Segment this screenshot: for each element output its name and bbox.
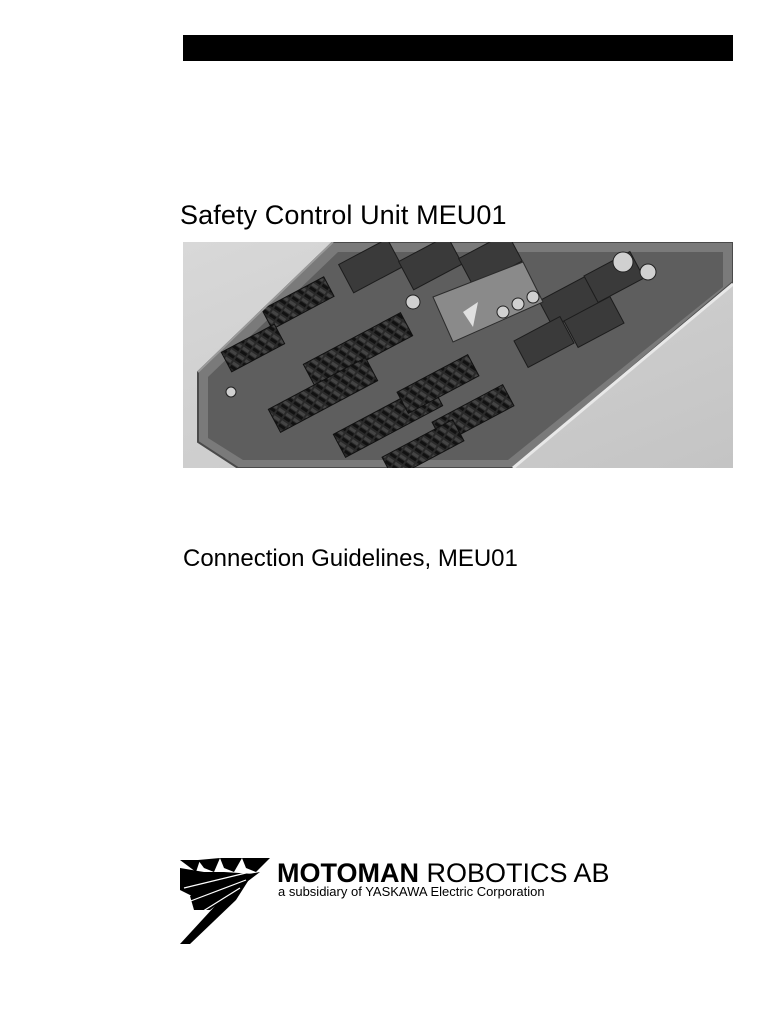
header-bar (183, 35, 733, 61)
company-tagline: a subsidiary of YASKAWA Electric Corporation (278, 884, 545, 899)
company-name-rest: ROBOTICS AB (426, 858, 610, 888)
yaskawa-swoosh-icon (180, 858, 272, 946)
circuit-board-image (183, 242, 733, 468)
document-title: Safety Control Unit MEU01 (180, 200, 507, 230)
product-photo (183, 242, 733, 468)
document-subtitle: Connection Guidelines, MEU01 (183, 545, 518, 572)
company-name-bold: MOTOMAN (277, 858, 419, 888)
company-logo (180, 858, 680, 948)
